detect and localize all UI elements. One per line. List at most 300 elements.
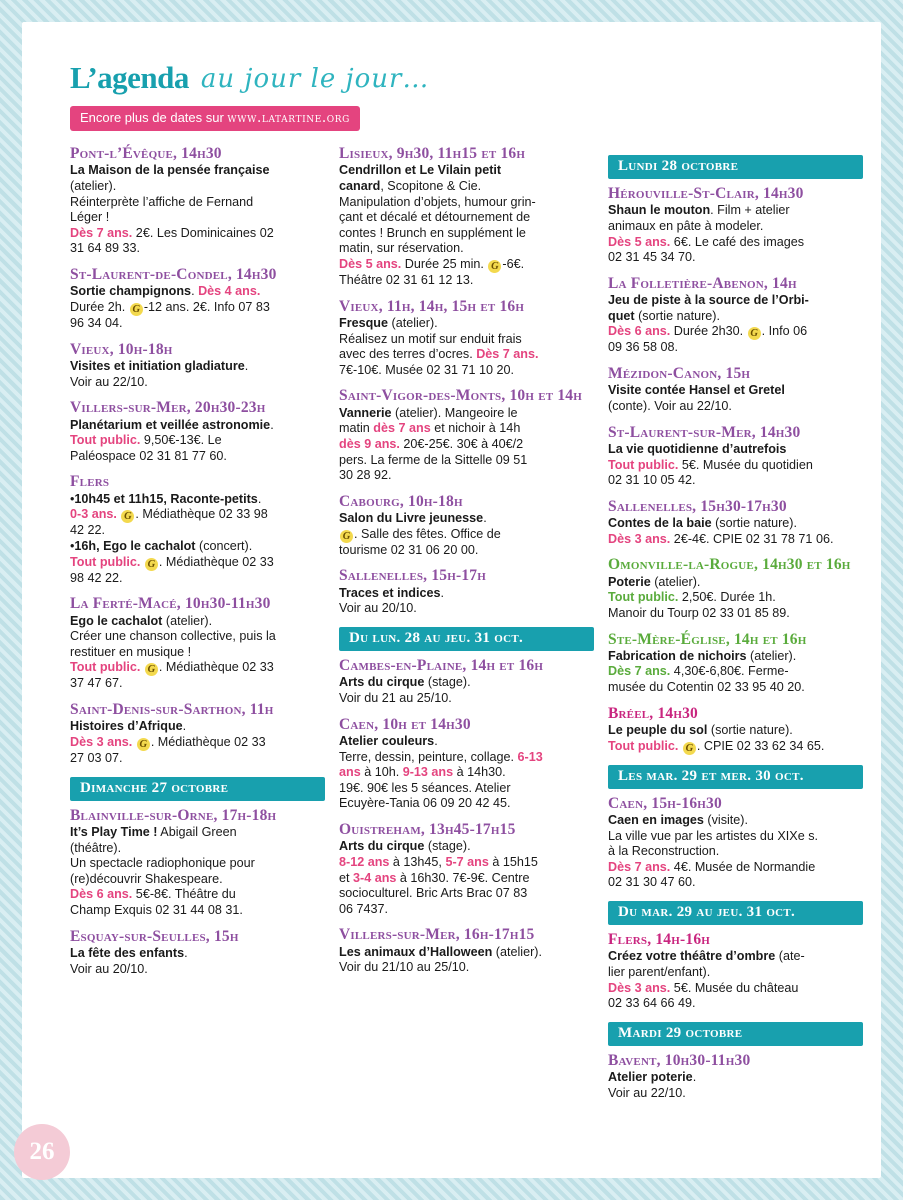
entry-text: 4€. Musée de Normandie [670, 859, 816, 874]
entry-text: . [270, 417, 274, 432]
entry-text: 09 36 58 08. [608, 340, 679, 355]
entry-text: 02 31 45 34 70. [608, 250, 696, 265]
entry-line [70, 735, 325, 751]
entry-line [339, 734, 594, 750]
entry-line [70, 316, 325, 332]
entry-text: 5€. Musée du château [670, 980, 799, 995]
entry-description [70, 946, 325, 977]
entry-text: . Médiathèque 02 33 98 [135, 507, 268, 522]
entry-location-time: Lisieux, 9h30, 11h15 et 16h [339, 145, 526, 162]
entry-text: Champ Exquis 02 31 44 08 31. [70, 902, 243, 917]
entry-line [608, 309, 863, 325]
free-gratuit-icon: G [137, 738, 150, 751]
entry-age-price-tag: 3-4 ans [353, 870, 397, 885]
entry-text: 7€-10€. Musée 02 31 71 10 20. [339, 362, 515, 377]
entry-line [608, 250, 863, 266]
entry-location-time: Cambes-en-Plaine, 14h et 16h [339, 656, 544, 674]
entry-line [70, 887, 325, 903]
entry-text: (concert). [195, 538, 253, 553]
entry-title-text: Contes de la baie [608, 516, 712, 531]
agenda-entry [608, 556, 863, 621]
entry-line [608, 813, 863, 829]
entry-text: Voir au 20/10. [339, 601, 417, 616]
agenda-entry [339, 821, 594, 917]
entry-line [70, 946, 325, 962]
entry-title-text: Sortie champignons [70, 284, 192, 299]
entry-text: Manipulation d’objets, humour grin- [339, 194, 536, 209]
entry-title-text: quet [608, 308, 635, 323]
entry-text: Durée 2h30. [670, 324, 747, 339]
promo-banner [70, 106, 360, 131]
entry-line [339, 511, 594, 527]
entry-age-price-tag: Tout public. [70, 554, 141, 569]
entry-line [339, 781, 594, 797]
entry-location-time: Pont-l’Évêque, 14h30 [70, 145, 222, 162]
entry-line [608, 293, 863, 309]
entry-text: Réinterprète l’affiche de Fernand [70, 194, 254, 209]
entry-line [339, 527, 594, 543]
entry-title-text: Les animaux d’Halloween [339, 944, 493, 959]
entry-line [70, 676, 325, 692]
entry-line [339, 163, 594, 179]
entry-title-text: Salon du Livre jeunesse [339, 511, 484, 526]
entry-line [339, 332, 594, 348]
entry-text: Voir du 21 au 25/10. [339, 690, 452, 705]
entry-title-text: Ego le cachalot [70, 613, 163, 628]
entry-text: , Scopitone & Cie. [380, 178, 482, 193]
entry-line [339, 601, 594, 617]
entry-text: 19€. 90€ les 5 séances. Atelier [339, 780, 511, 795]
entry-text: (atelier). [388, 315, 438, 330]
entry-text: Voir au 22/10. [608, 1085, 686, 1100]
entry-description [339, 586, 594, 617]
entry-age-price-tag: Dès 7 ans. [608, 664, 671, 679]
entry-line [608, 723, 863, 739]
entry-line [608, 235, 863, 251]
entry-age-price-tag: Dès 4 ans. [198, 284, 261, 299]
entry-text: • [70, 491, 75, 506]
entry-text: . Film + atelier [710, 203, 790, 218]
entry-text [140, 660, 144, 674]
entry-text: 30 28 92. [339, 468, 392, 483]
entry-line [339, 871, 594, 887]
entry-line [70, 523, 325, 539]
entry-description [339, 839, 594, 917]
entry-line [608, 203, 863, 219]
entry-line [70, 614, 325, 630]
entry-line [339, 421, 594, 437]
entry-location-time: Bréel, 14h30 [608, 704, 698, 722]
entry-text: . [184, 945, 188, 960]
entry-text: 5€. Musée du quotidien [678, 457, 813, 472]
entry-age-price-tag: Dès 3 ans. [608, 531, 671, 546]
entry-location-time: Saint-Vigor-des-Monts, 10h et 14h [339, 387, 583, 405]
entry-text: Réalisez un motif sur enduit frais [339, 331, 522, 346]
promo-url[interactable]: www.latartine.org [227, 110, 350, 126]
entry-location-time: St-Laurent-sur-Mer, 14h30 [608, 423, 801, 441]
entry-text: restituer en musique ! [70, 644, 192, 659]
entry-text [132, 735, 136, 749]
entry-line [70, 719, 325, 735]
entry-location-time: Villers-sur-Mer, 16h-17h15 [339, 926, 535, 944]
agenda-column-1 [70, 145, 325, 1110]
entry-text: . [692, 1070, 697, 1085]
entry-text: (atelier). [492, 944, 542, 959]
entry-title-text: Atelier poterie [608, 1070, 693, 1085]
entry-text: Paléospace 02 31 81 77 60. [70, 448, 227, 463]
entry-description [70, 284, 325, 331]
entry-title-text: canard [339, 178, 381, 193]
agenda-entry [339, 493, 594, 559]
entry-line [70, 539, 325, 555]
entry-title-text: Shaun le mouton [608, 203, 711, 218]
free-gratuit-icon: G [488, 260, 501, 273]
entry-location-time: Esquay-sur-Seulles, 15h [70, 927, 239, 945]
entry-line [608, 875, 863, 891]
free-gratuit-icon: G [683, 742, 696, 755]
entry-title-text: Poterie [608, 574, 651, 589]
entry-location-time: Saint-Denis-sur-Sarthon, 11h [70, 700, 274, 718]
agenda-entry [608, 498, 863, 548]
entry-title-text: Atelier couleurs [339, 733, 435, 748]
entry-location-time: Hérouville-St-Clair, 14h30 [608, 185, 804, 202]
entry-line [339, 902, 594, 918]
entry-title-text: Cendrillon et Le Vilain petit [339, 163, 502, 178]
entry-line [339, 586, 594, 602]
entry-line [70, 300, 325, 316]
entry-location-time: Vieux, 10h-18h [70, 340, 173, 358]
entry-age-price-tag: Tout public. [70, 433, 141, 448]
entry-line [608, 383, 863, 399]
page-surface [22, 22, 881, 1178]
entry-line [339, 241, 594, 257]
entry-text: 2€. Les Dominicaines 02 [132, 225, 274, 240]
entry-line [608, 664, 863, 680]
entry-line [339, 257, 594, 273]
entry-line [70, 751, 325, 767]
agenda-entry [70, 341, 325, 391]
agenda-entry [339, 657, 594, 707]
entry-text: Un spectacle radiophonique pour [70, 856, 255, 871]
entry-location-time: Blainville-sur-Orne, 17h-18h [70, 806, 277, 824]
entry-line [70, 284, 325, 300]
entry-text: (théâtre). [70, 840, 122, 855]
entry-text: . [191, 284, 199, 299]
agenda-entry [339, 926, 594, 976]
entry-line [608, 680, 863, 696]
entry-line [70, 841, 325, 857]
entry-line [339, 316, 594, 332]
entry-location-time: Vieux, 11h, 14h, 15h et 16h [339, 297, 525, 315]
entry-text: . [434, 733, 438, 748]
entry-age-price-tag: Dès 3 ans. [70, 734, 133, 749]
entry-description [608, 813, 863, 891]
entry-text: 2€-4€. CPIE 02 31 78 71 06. [670, 531, 834, 546]
free-gratuit-icon: G [145, 558, 158, 571]
entry-text: . Salle des fêtes. Office de [354, 526, 501, 541]
entry-text: • [70, 538, 75, 553]
entry-location-time: Villers-sur-Mer, 20h30-23h [70, 399, 266, 417]
date-section-header: Mardi 29 octobre [608, 1022, 863, 1046]
entry-text: Durée 25 min. [401, 257, 488, 272]
agenda-entry [608, 931, 863, 1012]
entry-title-text: Traces et indices [339, 585, 441, 600]
entry-text: musée du Cotentin 02 33 95 40 20. [608, 680, 805, 695]
agenda-entry [70, 701, 325, 767]
entry-line [339, 839, 594, 855]
promo-text: Encore plus de dates sur [80, 110, 228, 125]
entry-text: (conte). Voir au 22/10. [608, 398, 732, 413]
entry-title-text: Fresque [339, 315, 388, 330]
entry-text: . Médiathèque 02 33 [158, 554, 274, 569]
agenda-entry [70, 807, 325, 919]
entry-text: Voir du 21/10 au 25/10. [339, 960, 470, 975]
date-section-header: Dimanche 27 octobre [70, 777, 325, 801]
entry-line [70, 962, 325, 978]
entry-text: (stage). [424, 675, 471, 690]
entry-text [140, 555, 144, 569]
entry-text: çant et décalé et détournement de [339, 210, 531, 225]
agenda-entry [608, 795, 863, 891]
entry-title-text: Caen en images [608, 813, 704, 828]
entry-text: (visite). [703, 813, 748, 828]
entry-age-price-tag: Dès 5 ans. [608, 234, 671, 249]
entry-text: (sortie nature). [634, 308, 720, 323]
entry-text: Manoir du Tourp 02 33 01 85 89. [608, 605, 790, 620]
entry-title-text: La vie quotidienne d’autrefois [608, 441, 787, 456]
entry-title-text: 16h, [74, 538, 100, 553]
entry-line [339, 363, 594, 379]
entry-age-price-tag: dès 7 ans [373, 421, 431, 436]
agenda-entry [608, 424, 863, 489]
entry-text: (ate- [775, 949, 805, 964]
entry-text: Durée 2h. [70, 299, 129, 314]
entry-text: 02 31 30 47 60. [608, 875, 696, 890]
agenda-entry [608, 275, 863, 356]
entry-line [70, 571, 325, 587]
agenda-entry [70, 399, 325, 464]
entry-text: 06 7437. [339, 901, 389, 916]
entry-line [339, 796, 594, 812]
entry-line [339, 468, 594, 484]
entry-line [608, 981, 863, 997]
date-section-header: Du mar. 29 au jeu. 31 oct. [608, 901, 863, 925]
entry-title-text: La fête des enfants [70, 945, 185, 960]
entry-location-time: Caen, 15h-16h30 [608, 794, 722, 812]
entry-line [70, 872, 325, 888]
entry-line [608, 340, 863, 356]
entry-line [339, 855, 594, 871]
entry-text: 96 34 04. [70, 315, 123, 330]
entry-text: matin, sur réservation. [339, 241, 464, 256]
entry-description [70, 418, 325, 465]
entry-age-price-tag: Dès 7 ans. [476, 347, 539, 362]
agenda-entry [339, 298, 594, 379]
entry-text: à 15h15 [488, 854, 538, 869]
entry-line [70, 210, 325, 226]
entry-line [339, 273, 594, 289]
entry-text: à 16h30. 7€-9€. Centre [396, 870, 530, 885]
entry-location-time: Sallenelles, 15h-17h [339, 567, 487, 585]
entry-line [608, 516, 863, 532]
entry-description [70, 719, 325, 766]
entry-text [678, 739, 682, 753]
entry-line [608, 844, 863, 860]
entry-line [339, 691, 594, 707]
entry-text: . [483, 511, 487, 526]
entry-age-price-tag: Tout public. [608, 590, 679, 605]
agenda-entry [608, 705, 863, 755]
entry-title-text: Ego le cachalot [103, 538, 196, 553]
entry-line [339, 960, 594, 976]
entry-text: 4,30€-6,80€. Ferme- [670, 664, 789, 679]
entry-text: . [440, 585, 445, 600]
entry-location-time: Sallenelles, 15h30-17h30 [608, 497, 787, 515]
entry-line [608, 965, 863, 981]
entry-text: 9,50€-13€. Le [140, 433, 222, 448]
entry-line [70, 163, 325, 179]
entry-text: tourisme 02 31 06 20 00. [339, 542, 479, 557]
entry-line [70, 629, 325, 645]
entry-line [339, 453, 594, 469]
entry-text: 31 64 89 33. [70, 241, 141, 256]
entry-line [608, 739, 863, 755]
entry-text [117, 507, 121, 521]
entry-text: (stage). [424, 839, 471, 854]
entry-line [70, 507, 325, 523]
entry-title-text: Vannerie [339, 405, 392, 420]
agenda-entry [70, 473, 325, 586]
entry-text: (atelier). [162, 613, 213, 628]
entry-text: 5€-8€. Théâtre du [132, 887, 236, 902]
free-gratuit-icon: G [340, 530, 353, 543]
agenda-entry [70, 928, 325, 978]
entry-location-time: La Ferté-Macé, 10h30-11h30 [70, 595, 271, 613]
agenda-entry [339, 716, 594, 812]
entry-text: socioculturel. Bric Arts Brac 07 83 [339, 886, 528, 901]
entry-description [339, 406, 594, 484]
entry-text: 27 03 07. [70, 750, 123, 765]
entry-line [339, 179, 594, 195]
entry-description [339, 734, 594, 812]
entry-description [339, 163, 594, 288]
entry-title-text: 10h45 et 11h15, [74, 491, 167, 506]
page-subtitle: au jour le jour… [200, 64, 430, 94]
entry-age-price-tag: 6-13 [517, 749, 543, 764]
entry-description [608, 723, 863, 755]
entry-description [608, 383, 863, 414]
entry-text: 20€-25€. 30€ à 40€/2 [399, 437, 524, 451]
entry-line [70, 555, 325, 571]
entry-age-price-tag: Dès 5 ans. [339, 257, 402, 272]
entry-description [70, 825, 325, 919]
date-section-header: Les mar. 29 et mer. 30 oct. [608, 765, 863, 789]
free-gratuit-icon: G [130, 303, 143, 316]
entry-location-time: Omonville-la-Rogue, 14h30 et 16h [608, 556, 851, 574]
entry-description [608, 203, 863, 265]
entry-text: avec des terres d’ocres. [339, 347, 477, 362]
page-number: 26 [14, 1124, 70, 1180]
entry-line [339, 675, 594, 691]
entry-line [608, 473, 863, 489]
entry-description [608, 442, 863, 489]
entry-description [70, 614, 325, 692]
entry-line [339, 750, 594, 766]
agenda-entry [608, 365, 863, 415]
entry-text: (sortie nature). [707, 723, 793, 738]
entry-line [608, 649, 863, 665]
entry-location-time: Bavent, 10h30-11h30 [608, 1051, 751, 1069]
entry-line [70, 492, 325, 508]
entry-line [608, 399, 863, 415]
entry-line [339, 226, 594, 242]
free-gratuit-icon: G [145, 663, 158, 676]
entry-description [70, 359, 325, 390]
entry-text: 42 22. [70, 523, 106, 538]
entry-text: animaux en pâte à modeler. [608, 218, 764, 233]
entry-text: lier parent/enfant). [608, 965, 711, 980]
page-title: L’agenda [70, 60, 189, 95]
entry-age-price-tag: Tout public. [70, 660, 141, 675]
agenda-entry [339, 567, 594, 617]
entry-text: Ecuyère-Tania 06 09 20 42 45. [339, 796, 511, 811]
entry-location-time: La Folletière-Abenon, 14h [608, 274, 797, 292]
entry-text: à 13h45, [389, 854, 446, 869]
entry-description [608, 1070, 863, 1101]
entry-age-price-tag: 5-7 ans [445, 854, 489, 869]
entry-line [339, 195, 594, 211]
entry-description [70, 163, 325, 257]
entry-location-time: Ouistreham, 13h45-17h15 [339, 820, 516, 838]
entry-text: (atelier). [746, 648, 797, 663]
entry-line [70, 903, 325, 919]
entry-line [70, 195, 325, 211]
agenda-content [70, 60, 863, 1168]
entry-age-price-tag: dès 9 ans. [339, 437, 400, 451]
entry-line [608, 1086, 863, 1102]
entry-title-text: Fabrication de nichoirs [608, 648, 747, 663]
entry-line [608, 219, 863, 235]
entry-description [339, 675, 594, 706]
entry-text: . [257, 491, 262, 506]
entry-description [339, 316, 594, 378]
free-gratuit-icon: G [748, 327, 761, 340]
agenda-entry [70, 266, 325, 332]
entry-location-time: Flers [70, 473, 110, 491]
entry-text: (atelier). [70, 178, 117, 193]
entry-age-price-tag: Dès 3 ans. [608, 980, 671, 995]
entry-location-time: Cabourg, 10h-18h [339, 492, 463, 510]
entry-text: -6€. [502, 257, 525, 272]
entry-line [70, 660, 325, 676]
entry-location-time: Ste-Mère-Église, 14h et 16h [608, 630, 807, 648]
entry-line [70, 449, 325, 465]
entry-age-price-tag: 9-13 ans [402, 765, 454, 780]
entry-age-price-tag: Dès 7 ans. [70, 225, 133, 240]
entry-text: . CPIE 02 33 62 34 65. [696, 738, 825, 753]
agenda-entry [608, 631, 863, 696]
entry-text: contes ! Brunch en supplément le [339, 225, 526, 240]
entry-description [608, 293, 863, 356]
entry-text: à 14h30. [453, 765, 506, 780]
entry-text: matin [339, 421, 374, 436]
entry-location-time: Flers, 14h-16h [608, 931, 711, 949]
entry-text: Créer une chanson collective, puis la [70, 629, 276, 644]
entry-text: (sortie nature). [711, 516, 797, 531]
agenda-column-2 [339, 145, 594, 1110]
entry-text: 98 42 22. [70, 570, 123, 585]
entry-text: 02 33 64 66 49. [608, 996, 696, 1011]
